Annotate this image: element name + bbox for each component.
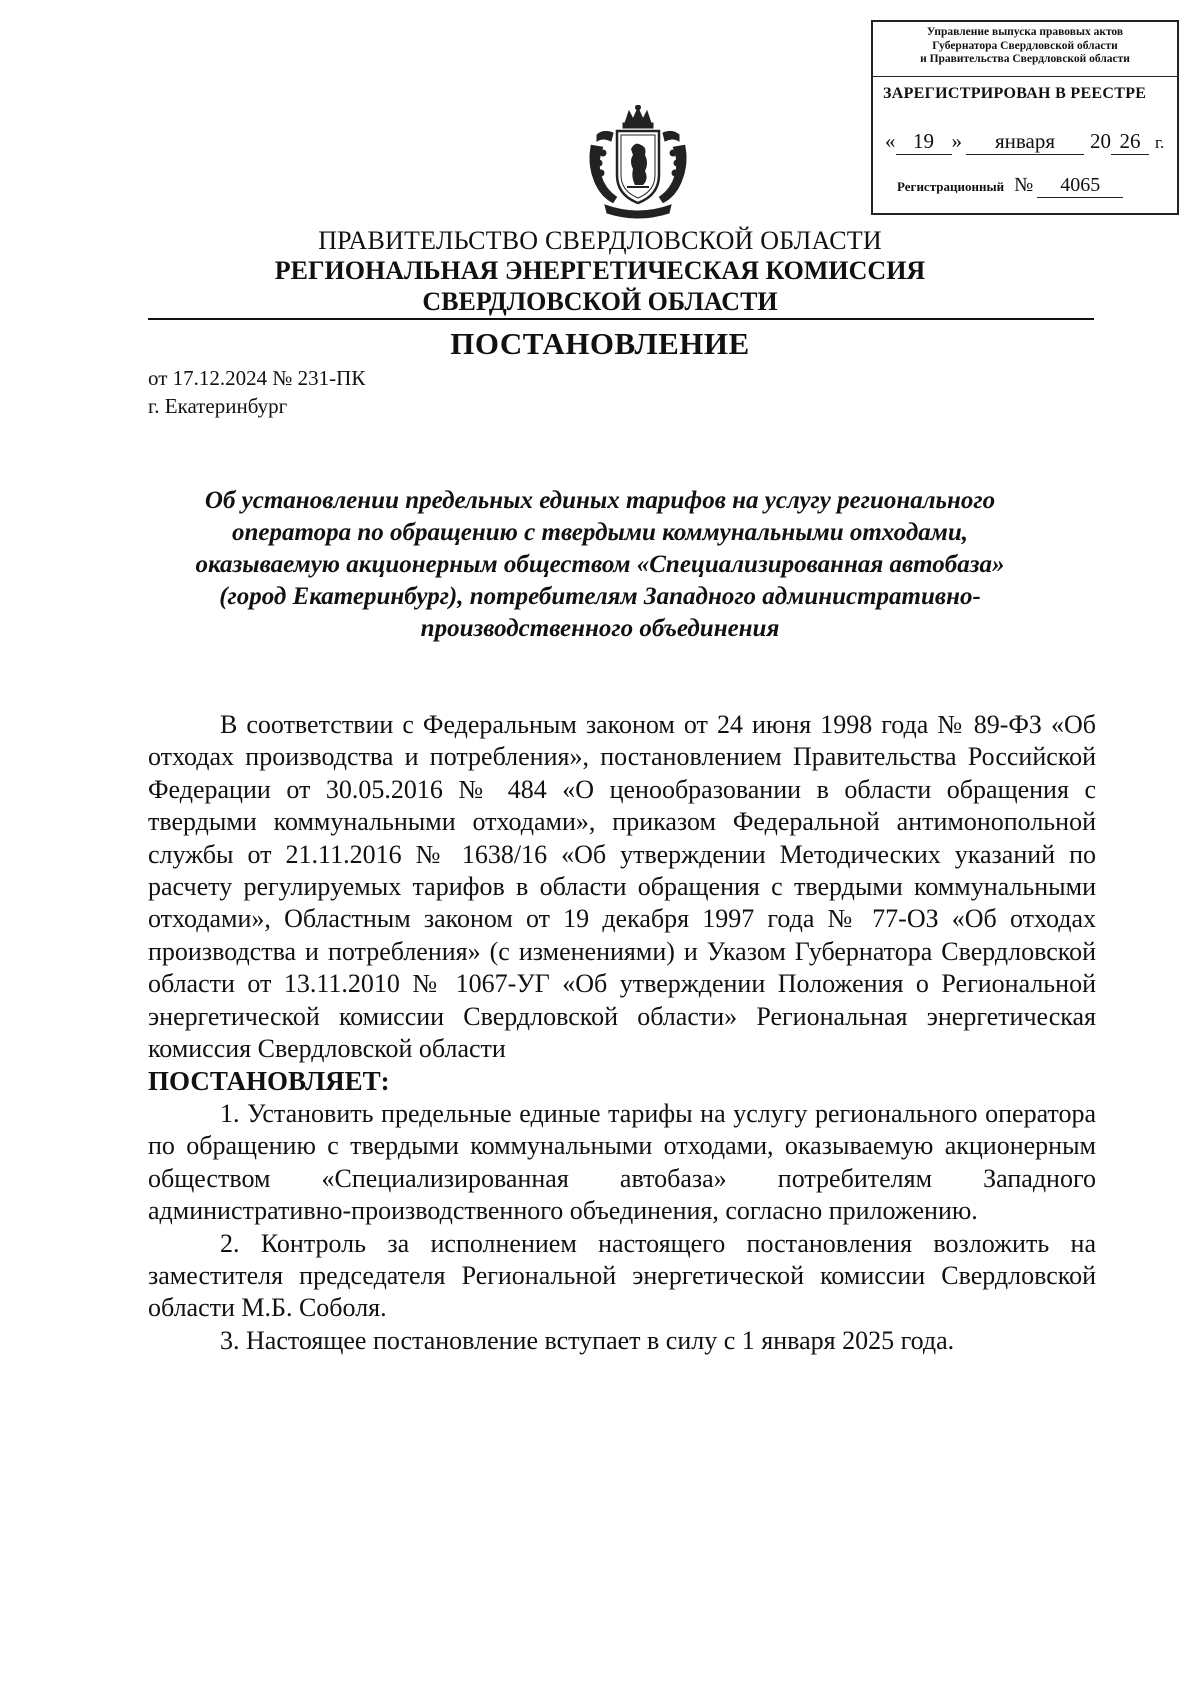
stamp-year-suffix: 26 — [1111, 129, 1149, 155]
stamp-date — [885, 129, 1164, 155]
stamp-year-prefix: 20 — [1090, 129, 1111, 153]
document-type: ПОСТАНОВЛЕНИЕ — [450, 326, 750, 361]
resolution-item-2: 2. Контроль за исполнением настоящего постановления возложить на заместителя председателя Региональной энергетической комиссии Свердловской области М.Б. Соболя. — [148, 1228, 1096, 1323]
title-line: производственного объединения — [420, 615, 780, 642]
document-date-number: от 17.12.2024 № 231-ПК — [148, 366, 366, 390]
title-line: оператора по обращению с твердыми коммунальными отходами, — [231, 519, 969, 546]
title-line: (город Екатеринбург), потребителям Западного административно- — [219, 583, 981, 610]
stamp-header — [873, 22, 1177, 77]
stamp-header-line: Управление выпуска правовых актов — [926, 26, 1124, 38]
stamp-year-abbr: г. — [1155, 133, 1165, 152]
stamp-quote-close: » — [951, 129, 962, 153]
stamp-number-sign: № — [1014, 174, 1034, 196]
stamp-header-line: и Правительства Свердловской области — [920, 53, 1130, 65]
header-divider — [148, 318, 1094, 320]
title-line: Об установлении предельных единых тарифов на услугу регионального — [204, 487, 996, 514]
header-government: ПРАВИТЕЛЬСТВО СВЕРДЛОВСКОЙ ОБЛАСТИ — [318, 226, 882, 255]
coat-of-arms-icon — [583, 105, 693, 220]
stamp-reg-number: 4065 — [1037, 174, 1123, 198]
resolution-item-3: 3. Настоящее постановление вступает в силу с 1 января 2025 года. — [220, 1325, 955, 1355]
registration-stamp — [871, 20, 1179, 215]
document-body — [148, 709, 1096, 1357]
stamp-registered-label: ЗАРЕГИСТРИРОВАН В РЕЕСТРЕ — [883, 85, 1147, 102]
resolution-item-1: 1. Установить предельные единые тарифы на услугу регионального оператора по обращению с твердыми коммунальными отходами, оказываемую акционерным обществом «Специализированная автобаза» потребителям Западного административно-производственного объединения, согласно приложению. — [148, 1098, 1096, 1226]
preamble-paragraph: В соответствии с Федеральным законом от 24 июня 1998 года № 89-ФЗ «Об отходах производства и потребления», постановлением Правительства Российской Федерации от 30.05.2016 № 484 «О ценообразовании в области обращения с твердыми коммунальными отходами», приказом Федеральной антимонопольной службы от 21.11.2016 № 1638/16 «Об утверждении Методических указаний по расчету регулируемых тарифов в области обращения с твердыми коммунальными отходами», Областным законом от 19 декабря 1997 года № 77-ОЗ «Об отходах производства и потребления» (с изменениями) и Указом Губернатора Свердловской области от 13.11.2010 № 1067-УГ «Об утверждении Положения о Региональной энергетической комиссии Свердловской области» Региональная энергетическая комиссия Свердловской области — [148, 710, 1096, 1064]
stamp-reg-label: Регистрационный — [897, 179, 1005, 194]
stamp-quote-open: « — [885, 129, 896, 153]
header-commission: РЕГИОНАЛЬНАЯ ЭНЕРГЕТИЧЕСКАЯ КОМИССИЯ — [274, 256, 926, 285]
stamp-day: 19 — [896, 129, 952, 155]
stamp-header-line: Губернатора Свердловской области — [932, 39, 1118, 52]
resolve-heading: ПОСТАНОВЛЯЕТ: — [148, 1066, 390, 1097]
stamp-registration-number — [897, 174, 1123, 198]
header-region: СВЕРДЛОВСКОЙ ОБЛАСТИ — [422, 287, 778, 316]
document-title — [150, 485, 1050, 645]
stamp-month: января — [966, 129, 1084, 155]
document-city: г. Екатеринбург — [148, 394, 288, 418]
title-line: оказываемую акционерным обществом «Специализированная автобаза» — [195, 551, 1005, 578]
